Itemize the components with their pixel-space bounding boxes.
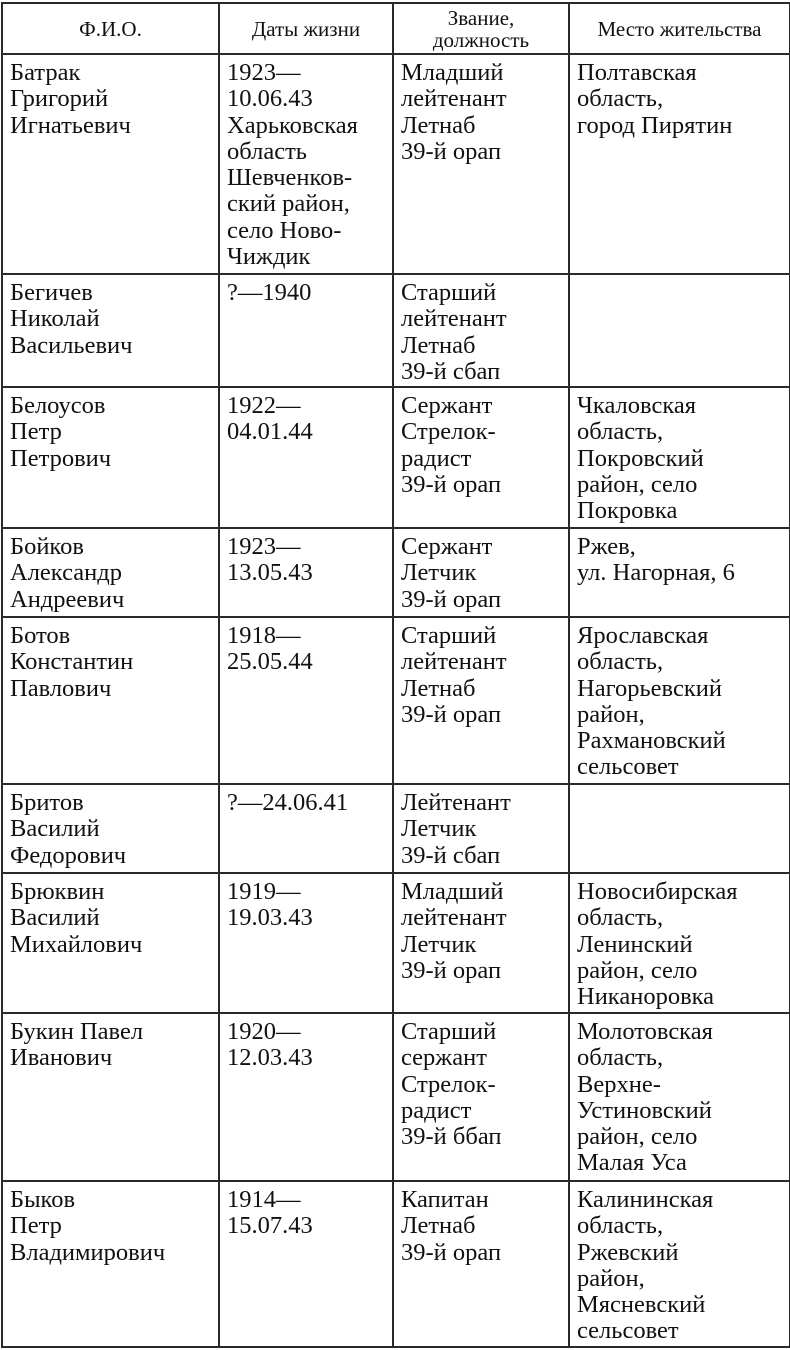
cell-residence	[569, 528, 790, 617]
cell-residence	[569, 387, 790, 528]
cell-dates-line: Чиждик	[227, 243, 311, 271]
cell-name-line: Букин Павел	[10, 1018, 144, 1045]
cell-name-line: Бритов	[10, 789, 84, 816]
cell-rank	[393, 274, 569, 387]
cell-name-line: Петр	[10, 418, 62, 446]
cell-residence-line: Калининская	[577, 1186, 714, 1213]
cell-rank-line: Капитан	[401, 1186, 489, 1213]
cell-rank-line: Стрелок-	[401, 1070, 496, 1098]
cell-rank-line: 39-й орап	[401, 585, 502, 613]
cell-name-line: Бойков	[10, 533, 84, 560]
cell-rank-line: лейтенант	[401, 904, 507, 932]
table-row	[2, 54, 790, 274]
cell-name-line: Федорович	[10, 841, 127, 869]
cell-residence	[569, 274, 790, 387]
cell-rank-line: 39-й орап	[401, 470, 502, 498]
cell-dates	[219, 784, 393, 873]
cell-residence-line: Ржев,	[577, 533, 636, 560]
cell-dates-line: 19.03.43	[227, 904, 313, 932]
table-body	[2, 54, 790, 1347]
table-row	[2, 873, 790, 1013]
table-row	[2, 784, 790, 873]
header-name: Ф.И.О.	[2, 3, 219, 54]
cell-rank-line: радист	[401, 1096, 472, 1124]
cell-residence-line: район, село	[577, 956, 698, 984]
cell-rank-line: Младший	[401, 59, 504, 86]
cell-residence-line: город Пирятин	[577, 111, 733, 139]
cell-rank-line: Старший	[401, 279, 497, 306]
cell-dates-line: село Ново-	[227, 216, 342, 244]
cell-name-line: Брюквин	[10, 878, 105, 905]
cell-rank	[393, 873, 569, 1013]
cell-rank-line: Старший	[401, 622, 497, 649]
cell-name	[2, 1013, 219, 1181]
cell-dates-line: 13.05.43	[227, 559, 313, 587]
cell-name-line: Белоусов	[10, 392, 106, 419]
cell-name	[2, 617, 219, 784]
cell-residence-line: область,	[577, 1212, 664, 1240]
cell-rank-line: Лейтенант	[401, 789, 511, 816]
cell-name	[2, 873, 219, 1013]
cell-dates-line: 1923—	[227, 533, 301, 560]
cell-name-line: Батрак	[10, 59, 81, 86]
cell-rank-line: Сержант	[401, 392, 493, 419]
cell-dates	[219, 274, 393, 387]
cell-residence-line: область,	[577, 904, 664, 932]
cell-residence-line: район, село	[577, 1123, 698, 1151]
cell-residence-line: Полтавская	[577, 59, 697, 86]
cell-rank-line: Летчик	[401, 930, 477, 958]
cell-dates	[219, 54, 393, 274]
cell-dates	[219, 528, 393, 617]
cell-name	[2, 54, 219, 274]
cell-rank-line: 39-й орап	[401, 1238, 502, 1266]
cell-dates-line: Шевченков-	[227, 164, 353, 192]
cell-name-line: Ботов	[10, 622, 71, 649]
cell-dates-line: 25.05.44	[227, 648, 313, 676]
personnel-table	[1, 2, 790, 1348]
cell-residence-line: сельсовет	[577, 753, 679, 781]
cell-residence	[569, 617, 790, 784]
cell-rank	[393, 387, 569, 528]
cell-dates	[219, 617, 393, 784]
cell-dates-line: 1922—	[227, 392, 301, 419]
cell-rank-line: Летнаб	[401, 674, 476, 702]
cell-rank	[393, 1181, 569, 1347]
cell-rank	[393, 617, 569, 784]
cell-rank-line: Младший	[401, 878, 504, 905]
cell-residence-line: Устиновский	[577, 1096, 712, 1124]
cell-name-line: Быков	[10, 1186, 76, 1213]
cell-dates-line: ский район,	[227, 190, 350, 218]
cell-name-line: Николай	[10, 305, 100, 333]
cell-residence	[569, 54, 790, 274]
cell-rank-line: Летнаб	[401, 331, 476, 359]
cell-dates-line: 04.01.44	[227, 418, 313, 446]
cell-dates-line: ?—24.06.41	[227, 789, 349, 816]
cell-name-line: Василий	[10, 904, 100, 932]
cell-name-line: Игнатьевич	[10, 111, 131, 139]
cell-residence-line: Ленинский	[577, 930, 693, 958]
cell-name-line: Васильевич	[10, 331, 133, 359]
cell-residence-line: Мясневский	[577, 1291, 706, 1319]
header-row	[2, 3, 790, 54]
table-row	[2, 617, 790, 784]
header-dates: Даты жизни	[219, 3, 393, 54]
table-row	[2, 387, 790, 528]
cell-residence	[569, 873, 790, 1013]
cell-residence-line: Ржевский	[577, 1238, 679, 1266]
cell-residence-line: район,	[577, 1264, 645, 1292]
cell-name-line: Андреевич	[10, 585, 125, 613]
cell-residence-line: Рахмановский	[577, 727, 726, 755]
cell-name-line: Бегичев	[10, 279, 93, 306]
header-residence: Место жительства	[569, 3, 790, 54]
cell-residence-line: Никаноровка	[577, 983, 715, 1011]
cell-dates-line: ?—1940	[227, 279, 312, 306]
cell-dates-line: 1919—	[227, 878, 301, 905]
cell-rank-line: Стрелок-	[401, 418, 496, 446]
cell-name	[2, 1181, 219, 1347]
cell-rank-line: Летнаб	[401, 1212, 476, 1240]
cell-residence-line: Молотовская	[577, 1018, 713, 1045]
cell-dates	[219, 1181, 393, 1347]
cell-dates-line: 1920—	[227, 1018, 301, 1045]
cell-residence-line: сельсовет	[577, 1317, 679, 1345]
cell-dates-line: 12.03.43	[227, 1044, 313, 1072]
cell-residence	[569, 1181, 790, 1347]
cell-name-line: Александр	[10, 559, 122, 587]
cell-name	[2, 387, 219, 528]
cell-name-line: Владимирович	[10, 1238, 166, 1266]
cell-residence-line: Покровский	[577, 444, 704, 472]
cell-dates-line: область	[227, 137, 307, 165]
cell-residence	[569, 784, 790, 873]
cell-residence-line: район,	[577, 700, 645, 728]
cell-residence-line: Нагорьевский	[577, 674, 722, 702]
cell-name-line: Иванович	[10, 1044, 113, 1072]
cell-residence-line: Покровка	[577, 497, 678, 525]
cell-residence-line: район, село	[577, 470, 698, 498]
cell-rank	[393, 784, 569, 873]
cell-name	[2, 528, 219, 617]
table-row	[2, 1181, 790, 1347]
cell-name-line: Петр	[10, 1212, 62, 1240]
cell-dates-line: 1918—	[227, 622, 301, 649]
cell-rank-line: Сержант	[401, 533, 493, 560]
cell-name-line: Василий	[10, 815, 100, 843]
cell-residence-line: Малая Уса	[577, 1149, 687, 1177]
cell-rank	[393, 1013, 569, 1181]
cell-rank-line: Летчик	[401, 815, 477, 843]
cell-rank	[393, 528, 569, 617]
cell-rank-line: лейтенант	[401, 305, 507, 333]
cell-residence-line: Новосибирская	[577, 878, 738, 905]
cell-rank-line: лейтенант	[401, 85, 507, 113]
cell-dates	[219, 873, 393, 1013]
cell-dates-line: 1914—	[227, 1186, 301, 1213]
cell-residence-line: область,	[577, 418, 664, 446]
cell-dates-line: Харьковская	[227, 111, 358, 139]
cell-residence-line: Ярославская	[577, 622, 709, 649]
cell-residence-line: ул. Нагорная, 6	[577, 559, 735, 587]
cell-rank-line: сержант	[401, 1044, 487, 1072]
cell-name-line: Павлович	[10, 674, 112, 702]
cell-residence-line: область,	[577, 1044, 664, 1072]
cell-name	[2, 784, 219, 873]
cell-rank-line: Летнаб	[401, 111, 476, 139]
cell-dates-line: 15.07.43	[227, 1212, 313, 1240]
cell-rank-line: Старший	[401, 1018, 497, 1045]
cell-dates	[219, 1013, 393, 1181]
cell-rank	[393, 54, 569, 274]
cell-residence-line: область,	[577, 648, 664, 676]
cell-rank-line: Летчик	[401, 559, 477, 587]
cell-dates-line: 1923—	[227, 59, 301, 86]
cell-rank-line: радист	[401, 444, 472, 472]
cell-rank-line: 39-й ббап	[401, 1123, 502, 1151]
cell-residence-line: Верхне-	[577, 1070, 661, 1098]
cell-name-line: Григорий	[10, 85, 109, 113]
header-rank-line: должность	[432, 27, 530, 52]
table-row	[2, 528, 790, 617]
header-rank	[393, 3, 569, 54]
cell-name-line: Петрович	[10, 444, 112, 472]
cell-rank-line: 39-й сбап	[401, 841, 501, 869]
cell-rank-line: 39-й орап	[401, 956, 502, 984]
cell-rank-line: 39-й орап	[401, 700, 502, 728]
cell-name-line: Константин	[10, 648, 134, 676]
header-rank-line: Звание,	[447, 5, 515, 30]
cell-rank-line: лейтенант	[401, 648, 507, 676]
cell-residence	[569, 1013, 790, 1181]
cell-name-line: Михайлович	[10, 930, 143, 958]
cell-rank-line: 39-й сбап	[401, 357, 501, 385]
table-row	[2, 1013, 790, 1181]
cell-rank-line: 39-й орап	[401, 137, 502, 165]
cell-dates	[219, 387, 393, 528]
cell-dates-line: 10.06.43	[227, 85, 313, 113]
cell-name	[2, 274, 219, 387]
cell-residence-line: область,	[577, 85, 664, 113]
table-row	[2, 274, 790, 387]
cell-residence-line: Чкаловская	[577, 392, 696, 419]
